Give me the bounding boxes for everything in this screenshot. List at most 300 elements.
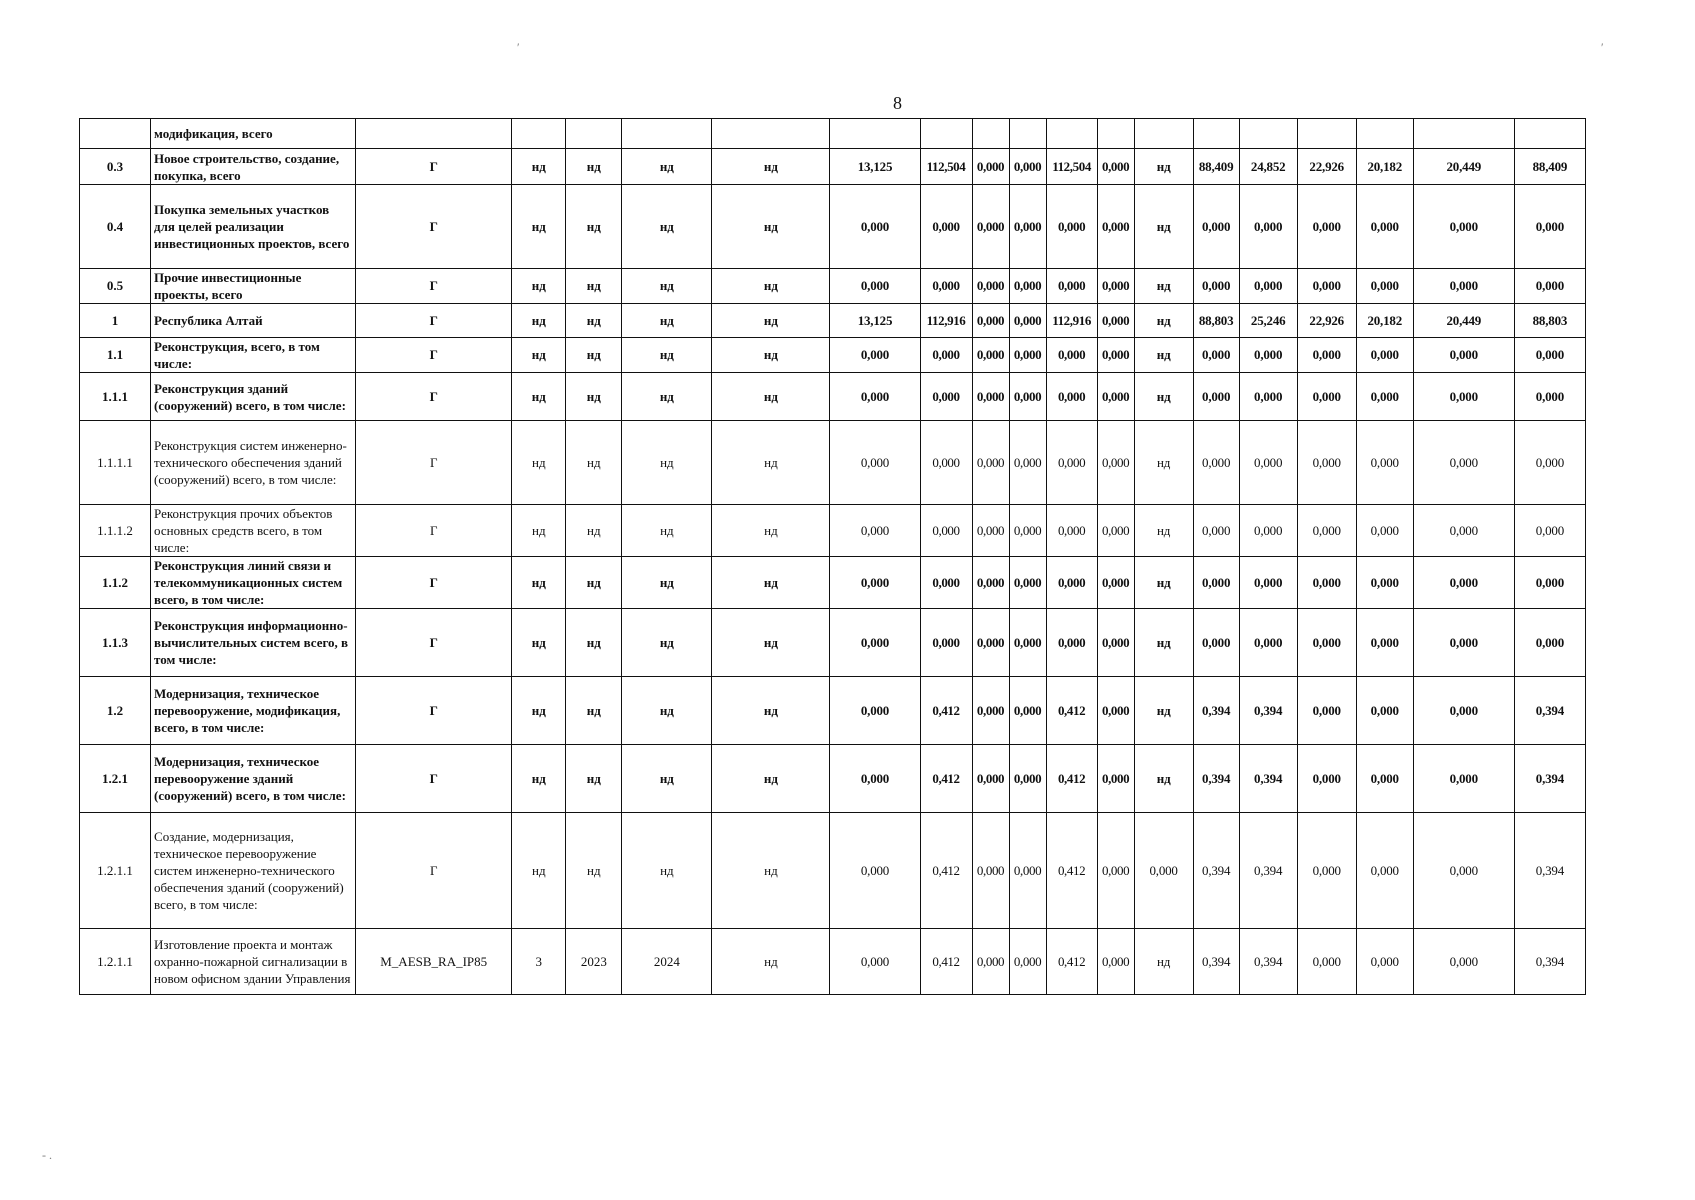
cell-c7: 0,000 xyxy=(830,813,920,929)
cell-c6: нд xyxy=(712,421,830,505)
cell-c13: нд xyxy=(1134,609,1193,677)
cell-id: Г xyxy=(356,609,512,677)
cell-c20: 0,000 xyxy=(1514,338,1585,373)
cell-c10: 0,000 xyxy=(1009,304,1046,338)
cell-name: Новое строительство, создание, покупка, всего xyxy=(151,149,356,185)
cell-c3: нд xyxy=(512,557,566,609)
cell-c10: 0,000 xyxy=(1009,609,1046,677)
cell-c7: 0,000 xyxy=(830,929,920,995)
cell-c20: 0,394 xyxy=(1514,745,1585,813)
cell-id: Г xyxy=(356,557,512,609)
cell-c10: 0,000 xyxy=(1009,421,1046,505)
cell-code: 1.1 xyxy=(80,338,151,373)
cell-c3: нд xyxy=(512,813,566,929)
cell-c17: 0,000 xyxy=(1356,505,1413,557)
cell-c3: 3 xyxy=(512,929,566,995)
table-row xyxy=(80,119,1586,149)
cell-c13: нд xyxy=(1134,338,1193,373)
cell-c11: 0,000 xyxy=(1046,185,1097,269)
table-row xyxy=(80,269,1586,304)
cell-c4: нд xyxy=(566,609,622,677)
cell-c12: 0,000 xyxy=(1097,813,1134,929)
table-row xyxy=(80,185,1586,269)
cell-c13: нд xyxy=(1134,185,1193,269)
cell-id: Г xyxy=(356,338,512,373)
cell-c11: 0,000 xyxy=(1046,421,1097,505)
cell-c13: нд xyxy=(1134,677,1193,745)
cell-c7: 0,000 xyxy=(830,745,920,813)
cell-name: Реконструкция линий связи и телекоммуникационных систем всего, в том числе: xyxy=(151,557,356,609)
cell-c16: 0,000 xyxy=(1297,677,1356,745)
cell-id: Г xyxy=(356,505,512,557)
cell-c14: 0,394 xyxy=(1193,929,1239,995)
cell-c4 xyxy=(566,119,622,149)
cell-c7: 0,000 xyxy=(830,609,920,677)
cell-c12 xyxy=(1097,119,1134,149)
cell-c19: 0,000 xyxy=(1413,609,1514,677)
cell-c15: 0,000 xyxy=(1239,505,1297,557)
cell-c13: нд xyxy=(1134,505,1193,557)
cell-c14: 0,000 xyxy=(1193,338,1239,373)
cell-c7: 0,000 xyxy=(830,421,920,505)
cell-c10: 0,000 xyxy=(1009,338,1046,373)
cell-c14: 0,394 xyxy=(1193,813,1239,929)
cell-c8: 0,000 xyxy=(920,373,972,421)
cell-c10: 0,000 xyxy=(1009,185,1046,269)
cell-code: 1.2.1 xyxy=(80,745,151,813)
cell-c15: 0,394 xyxy=(1239,813,1297,929)
cell-c11: 0,000 xyxy=(1046,373,1097,421)
cell-name: Реконструкция прочих объектов основных средств всего, в том числе: xyxy=(151,505,356,557)
cell-name: Республика Алтай xyxy=(151,304,356,338)
cell-code: 0.4 xyxy=(80,185,151,269)
cell-c14: 0,000 xyxy=(1193,557,1239,609)
cell-c17: 20,182 xyxy=(1356,304,1413,338)
cell-c9: 0,000 xyxy=(972,677,1009,745)
cell-c7 xyxy=(830,119,920,149)
cell-c4: нд xyxy=(566,338,622,373)
cell-c17: 0,000 xyxy=(1356,373,1413,421)
cell-c14: 0,000 xyxy=(1193,505,1239,557)
cell-c9 xyxy=(972,119,1009,149)
table-row xyxy=(80,149,1586,185)
cell-c3: нд xyxy=(512,677,566,745)
cell-c6: нд xyxy=(712,269,830,304)
cell-id: Г xyxy=(356,813,512,929)
cell-c9: 0,000 xyxy=(972,338,1009,373)
cell-c12: 0,000 xyxy=(1097,609,1134,677)
cell-name: модификация, всего xyxy=(151,119,356,149)
cell-c7: 13,125 xyxy=(830,149,920,185)
cell-c19: 0,000 xyxy=(1413,421,1514,505)
cell-c15: 0,000 xyxy=(1239,421,1297,505)
cell-c12: 0,000 xyxy=(1097,338,1134,373)
investment-table xyxy=(79,118,1586,995)
cell-name: Прочие инвестиционные проекты, всего xyxy=(151,269,356,304)
cell-c13: нд xyxy=(1134,745,1193,813)
cell-c4: нд xyxy=(566,505,622,557)
cell-c10: 0,000 xyxy=(1009,929,1046,995)
cell-c8: 0,000 xyxy=(920,609,972,677)
cell-c20: 0,000 xyxy=(1514,609,1585,677)
cell-c19: 0,000 xyxy=(1413,269,1514,304)
cell-c19: 0,000 xyxy=(1413,677,1514,745)
cell-c6: нд xyxy=(712,677,830,745)
cell-c8 xyxy=(920,119,972,149)
cell-c11: 0,000 xyxy=(1046,557,1097,609)
cell-c12: 0,000 xyxy=(1097,269,1134,304)
cell-c11 xyxy=(1046,119,1097,149)
cell-id: Г xyxy=(356,304,512,338)
cell-c19: 0,000 xyxy=(1413,338,1514,373)
cell-name: Покупка земельных участков для целей реализации инвестиционных проектов, всего xyxy=(151,185,356,269)
cell-code: 1.1.1 xyxy=(80,373,151,421)
cell-c5: нд xyxy=(622,338,712,373)
cell-c7: 0,000 xyxy=(830,269,920,304)
cell-c19: 0,000 xyxy=(1413,813,1514,929)
cell-c17: 20,182 xyxy=(1356,149,1413,185)
cell-c8: 0,000 xyxy=(920,185,972,269)
cell-c16: 0,000 xyxy=(1297,929,1356,995)
cell-c6: нд xyxy=(712,609,830,677)
cell-code: 1.2.1.1 xyxy=(80,813,151,929)
cell-c4: 2023 xyxy=(566,929,622,995)
cell-c14: 0,000 xyxy=(1193,269,1239,304)
cell-c5: нд xyxy=(622,505,712,557)
cell-c20: 0,000 xyxy=(1514,505,1585,557)
cell-c8: 112,916 xyxy=(920,304,972,338)
cell-c4: нд xyxy=(566,745,622,813)
table-row xyxy=(80,338,1586,373)
cell-c16: 0,000 xyxy=(1297,338,1356,373)
cell-c13: нд xyxy=(1134,557,1193,609)
cell-c16: 0,000 xyxy=(1297,557,1356,609)
cell-c4: нд xyxy=(566,149,622,185)
cell-c4: нд xyxy=(566,304,622,338)
cell-c17: 0,000 xyxy=(1356,557,1413,609)
cell-c6: нд xyxy=(712,373,830,421)
cell-c10: 0,000 xyxy=(1009,373,1046,421)
cell-c6: нд xyxy=(712,338,830,373)
cell-c13: нд xyxy=(1134,421,1193,505)
cell-c15: 0,000 xyxy=(1239,609,1297,677)
cell-c10: 0,000 xyxy=(1009,813,1046,929)
page-number: 8 xyxy=(893,93,902,113)
table-row xyxy=(80,421,1586,505)
cell-c13: нд xyxy=(1134,269,1193,304)
cell-c20: 0,394 xyxy=(1514,677,1585,745)
cell-c12: 0,000 xyxy=(1097,745,1134,813)
scan-mark: ′ xyxy=(517,40,520,54)
cell-c12: 0,000 xyxy=(1097,929,1134,995)
cell-c10: 0,000 xyxy=(1009,745,1046,813)
cell-c15: 24,852 xyxy=(1239,149,1297,185)
cell-c4: нд xyxy=(566,421,622,505)
cell-c8: 0,412 xyxy=(920,813,972,929)
table-row xyxy=(80,677,1586,745)
cell-c13 xyxy=(1134,119,1193,149)
table-row xyxy=(80,304,1586,338)
cell-c9: 0,000 xyxy=(972,609,1009,677)
cell-c3 xyxy=(512,119,566,149)
cell-c8: 112,504 xyxy=(920,149,972,185)
cell-id: Г xyxy=(356,269,512,304)
cell-c15: 0,000 xyxy=(1239,557,1297,609)
cell-c13: нд xyxy=(1134,304,1193,338)
cell-c4: нд xyxy=(566,185,622,269)
cell-c17: 0,000 xyxy=(1356,609,1413,677)
cell-c7: 13,125 xyxy=(830,304,920,338)
cell-id: Г xyxy=(356,677,512,745)
table-row xyxy=(80,609,1586,677)
cell-c13: нд xyxy=(1134,929,1193,995)
cell-c20: 0,000 xyxy=(1514,557,1585,609)
cell-c5: нд xyxy=(622,745,712,813)
cell-c17: 0,000 xyxy=(1356,421,1413,505)
cell-c20: 0,000 xyxy=(1514,373,1585,421)
cell-c6 xyxy=(712,119,830,149)
cell-c17 xyxy=(1356,119,1413,149)
cell-c3: нд xyxy=(512,185,566,269)
cell-c10: 0,000 xyxy=(1009,557,1046,609)
cell-c12: 0,000 xyxy=(1097,677,1134,745)
cell-c13: нд xyxy=(1134,373,1193,421)
cell-c19: 20,449 xyxy=(1413,304,1514,338)
cell-code: 1.2 xyxy=(80,677,151,745)
cell-c16: 0,000 xyxy=(1297,813,1356,929)
cell-c11: 0,412 xyxy=(1046,745,1097,813)
cell-c9: 0,000 xyxy=(972,745,1009,813)
cell-c20: 88,803 xyxy=(1514,304,1585,338)
cell-c5: нд xyxy=(622,677,712,745)
cell-c15: 25,246 xyxy=(1239,304,1297,338)
cell-code: 1.1.1.2 xyxy=(80,505,151,557)
cell-name: Создание, модернизация, техническое перевооружение систем инженерно-технического обеспечения зданий (сооружений) всего, в том числе: xyxy=(151,813,356,929)
cell-c19: 0,000 xyxy=(1413,745,1514,813)
cell-c12: 0,000 xyxy=(1097,421,1134,505)
cell-code: 1 xyxy=(80,304,151,338)
cell-c19: 0,000 xyxy=(1413,185,1514,269)
cell-c6: нд xyxy=(712,557,830,609)
cell-c17: 0,000 xyxy=(1356,929,1413,995)
cell-c3: нд xyxy=(512,745,566,813)
cell-c9: 0,000 xyxy=(972,421,1009,505)
cell-c16: 0,000 xyxy=(1297,269,1356,304)
cell-id: Г xyxy=(356,149,512,185)
cell-c16: 0,000 xyxy=(1297,745,1356,813)
cell-c17: 0,000 xyxy=(1356,813,1413,929)
cell-c17: 0,000 xyxy=(1356,677,1413,745)
cell-c6: нд xyxy=(712,929,830,995)
cell-c15: 0,394 xyxy=(1239,677,1297,745)
cell-c5: нд xyxy=(622,185,712,269)
cell-c5: 2024 xyxy=(622,929,712,995)
cell-c8: 0,412 xyxy=(920,929,972,995)
cell-c17: 0,000 xyxy=(1356,269,1413,304)
cell-c3: нд xyxy=(512,373,566,421)
cell-c15: 0,394 xyxy=(1239,929,1297,995)
cell-c9: 0,000 xyxy=(972,557,1009,609)
cell-c7: 0,000 xyxy=(830,557,920,609)
cell-c12: 0,000 xyxy=(1097,185,1134,269)
cell-c10: 0,000 xyxy=(1009,505,1046,557)
table-row xyxy=(80,929,1586,995)
cell-c11: 0,412 xyxy=(1046,677,1097,745)
cell-c14: 0,000 xyxy=(1193,421,1239,505)
cell-c20: 0,394 xyxy=(1514,813,1585,929)
table-row xyxy=(80,505,1586,557)
cell-c20: 0,394 xyxy=(1514,929,1585,995)
cell-c4: нд xyxy=(566,269,622,304)
cell-c5: нд xyxy=(622,421,712,505)
cell-c14: 0,000 xyxy=(1193,373,1239,421)
cell-code: 0.3 xyxy=(80,149,151,185)
table-row xyxy=(80,557,1586,609)
cell-c8: 0,000 xyxy=(920,505,972,557)
cell-c11: 112,916 xyxy=(1046,304,1097,338)
cell-c16: 22,926 xyxy=(1297,304,1356,338)
cell-c14 xyxy=(1193,119,1239,149)
cell-c14: 0,000 xyxy=(1193,185,1239,269)
cell-id: Г xyxy=(356,373,512,421)
cell-c19: 0,000 xyxy=(1413,557,1514,609)
table-row xyxy=(80,745,1586,813)
scan-mark: ‐ . xyxy=(42,1148,52,1162)
cell-c20: 0,000 xyxy=(1514,269,1585,304)
cell-c11: 112,504 xyxy=(1046,149,1097,185)
cell-c3: нд xyxy=(512,304,566,338)
cell-c14: 88,803 xyxy=(1193,304,1239,338)
cell-c15: 0,000 xyxy=(1239,185,1297,269)
cell-c9: 0,000 xyxy=(972,185,1009,269)
cell-c16: 0,000 xyxy=(1297,505,1356,557)
cell-id: Г xyxy=(356,745,512,813)
cell-c8: 0,000 xyxy=(920,557,972,609)
cell-c16: 0,000 xyxy=(1297,609,1356,677)
cell-c3: нд xyxy=(512,505,566,557)
cell-c15: 0,000 xyxy=(1239,373,1297,421)
cell-c9: 0,000 xyxy=(972,149,1009,185)
cell-c7: 0,000 xyxy=(830,373,920,421)
cell-c11: 0,000 xyxy=(1046,338,1097,373)
cell-c10 xyxy=(1009,119,1046,149)
cell-name: Реконструкция информационно-вычислительных систем всего, в том числе: xyxy=(151,609,356,677)
cell-code: 1.2.1.1 xyxy=(80,929,151,995)
cell-c17: 0,000 xyxy=(1356,185,1413,269)
cell-c14: 0,394 xyxy=(1193,745,1239,813)
cell-c6: нд xyxy=(712,813,830,929)
cell-id: Г xyxy=(356,185,512,269)
cell-c15 xyxy=(1239,119,1297,149)
cell-c8: 0,412 xyxy=(920,745,972,813)
table-row xyxy=(80,373,1586,421)
cell-c8: 0,412 xyxy=(920,677,972,745)
cell-c20: 0,000 xyxy=(1514,185,1585,269)
cell-c12: 0,000 xyxy=(1097,505,1134,557)
cell-c13: нд xyxy=(1134,149,1193,185)
cell-c12: 0,000 xyxy=(1097,304,1134,338)
cell-c14: 0,000 xyxy=(1193,609,1239,677)
cell-c4: нд xyxy=(566,557,622,609)
cell-c3: нд xyxy=(512,149,566,185)
cell-id: Г xyxy=(356,421,512,505)
cell-c8: 0,000 xyxy=(920,269,972,304)
cell-c6: нд xyxy=(712,745,830,813)
cell-c16: 0,000 xyxy=(1297,373,1356,421)
cell-name: Модернизация, техническое перевооружение зданий (сооружений) всего, в том числе: xyxy=(151,745,356,813)
cell-c19: 0,000 xyxy=(1413,373,1514,421)
cell-c7: 0,000 xyxy=(830,338,920,373)
cell-c5: нд xyxy=(622,609,712,677)
cell-c19: 0,000 xyxy=(1413,505,1514,557)
cell-c9: 0,000 xyxy=(972,929,1009,995)
cell-c5 xyxy=(622,119,712,149)
cell-c7: 0,000 xyxy=(830,677,920,745)
cell-name: Реконструкция, всего, в том числе: xyxy=(151,338,356,373)
cell-c5: нд xyxy=(622,304,712,338)
cell-c16: 22,926 xyxy=(1297,149,1356,185)
cell-c12: 0,000 xyxy=(1097,373,1134,421)
cell-code: 1.1.3 xyxy=(80,609,151,677)
cell-name: Реконструкция систем инженерно-технического обеспечения зданий (сооружений) всего, в том числе: xyxy=(151,421,356,505)
cell-c14: 88,409 xyxy=(1193,149,1239,185)
cell-c5: нд xyxy=(622,557,712,609)
cell-c9: 0,000 xyxy=(972,505,1009,557)
cell-name: Модернизация, техническое перевооружение, модификация, всего, в том числе: xyxy=(151,677,356,745)
cell-c8: 0,000 xyxy=(920,421,972,505)
cell-c16 xyxy=(1297,119,1356,149)
cell-code: 1.1.2 xyxy=(80,557,151,609)
cell-c9: 0,000 xyxy=(972,813,1009,929)
cell-code: 1.1.1.1 xyxy=(80,421,151,505)
cell-c5: нд xyxy=(622,269,712,304)
table-row xyxy=(80,813,1586,929)
cell-c19: 0,000 xyxy=(1413,929,1514,995)
cell-c17: 0,000 xyxy=(1356,745,1413,813)
cell-c11: 0,412 xyxy=(1046,813,1097,929)
cell-c13: 0,000 xyxy=(1134,813,1193,929)
cell-c16: 0,000 xyxy=(1297,185,1356,269)
scan-mark: ′ xyxy=(1601,40,1604,54)
cell-c16: 0,000 xyxy=(1297,421,1356,505)
cell-code xyxy=(80,119,151,149)
cell-c3: нд xyxy=(512,338,566,373)
cell-c17: 0,000 xyxy=(1356,338,1413,373)
cell-c10: 0,000 xyxy=(1009,149,1046,185)
cell-c12: 0,000 xyxy=(1097,149,1134,185)
cell-c9: 0,000 xyxy=(972,304,1009,338)
cell-c8: 0,000 xyxy=(920,338,972,373)
cell-code: 0.5 xyxy=(80,269,151,304)
cell-id: M_AESB_RA_IP85 xyxy=(356,929,512,995)
cell-c11: 0,000 xyxy=(1046,609,1097,677)
cell-c11: 0,000 xyxy=(1046,269,1097,304)
cell-c11: 0,000 xyxy=(1046,505,1097,557)
cell-c6: нд xyxy=(712,304,830,338)
cell-c5: нд xyxy=(622,149,712,185)
cell-c5: нд xyxy=(622,813,712,929)
cell-c14: 0,394 xyxy=(1193,677,1239,745)
cell-id xyxy=(356,119,512,149)
cell-c12: 0,000 xyxy=(1097,557,1134,609)
cell-c20: 0,000 xyxy=(1514,421,1585,505)
cell-c10: 0,000 xyxy=(1009,677,1046,745)
cell-c6: нд xyxy=(712,185,830,269)
cell-c20 xyxy=(1514,119,1585,149)
cell-c15: 0,394 xyxy=(1239,745,1297,813)
cell-c10: 0,000 xyxy=(1009,269,1046,304)
cell-c9: 0,000 xyxy=(972,373,1009,421)
